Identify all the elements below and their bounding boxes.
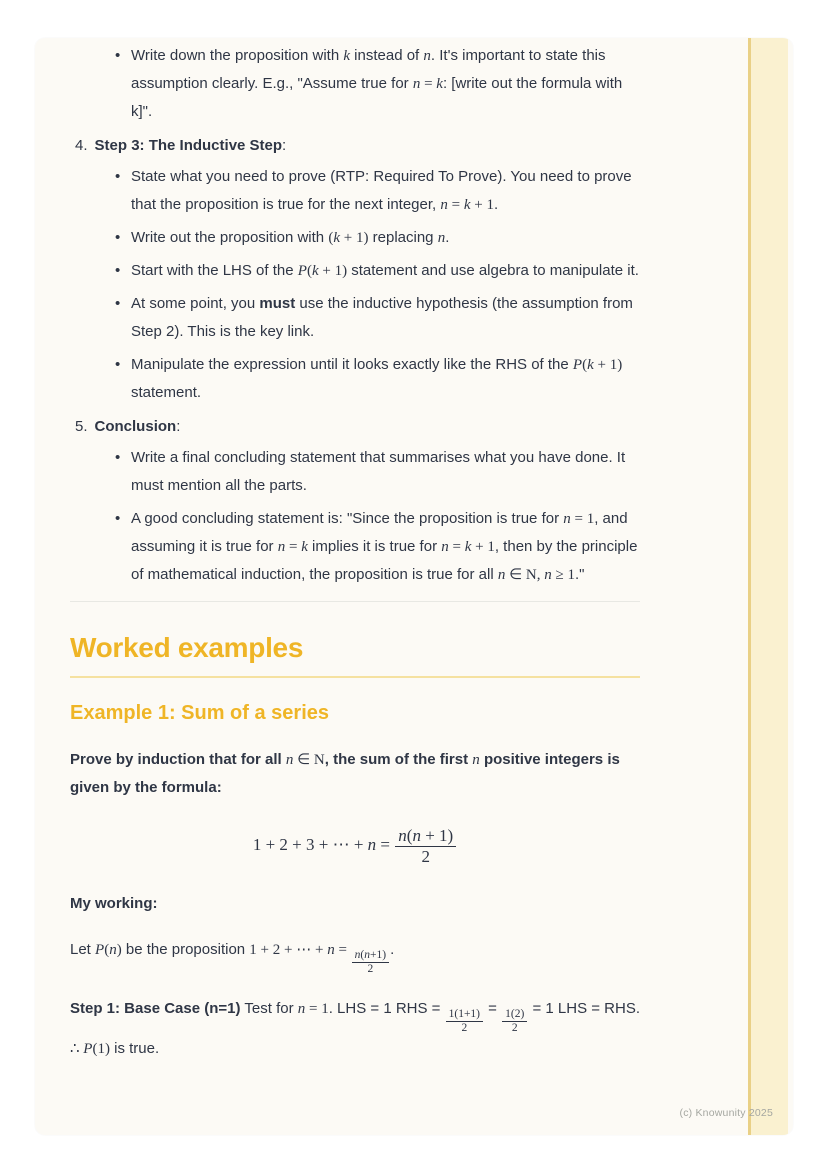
bullet-item: • State what you need to prove (RTP: Required To Prove). You need to prove that the proposition is true for the next integer, n = k + 1. <box>70 163 640 219</box>
item-number: 5. <box>75 418 88 435</box>
my-working-label: My working: <box>70 895 158 913</box>
numbered-item-inductive-step <box>70 132 640 407</box>
worked-examples-heading: Worked examples <box>70 632 640 678</box>
bullet-item: • Write out the proposition with (k + 1) replacing n. <box>70 224 640 252</box>
intro-bullet-list <box>70 42 640 126</box>
bullet-item: • At some point, you must use the inductive hypothesis (the assumption from Step 2). This is the key link. <box>70 290 640 346</box>
document-page <box>35 38 793 1135</box>
proposition-line: Let P(n) be the proposition 1 + 2 + ⋯ + n = $\frac{n(n+1)}{2}$ . <box>70 941 395 976</box>
copyright-footer: (c) Knowunity 2025 <box>679 1107 773 1119</box>
example-1-heading: Example 1: Sum of a series <box>70 702 330 724</box>
item-title: Step 3: The Inductive Step: <box>94 137 287 154</box>
bullet-item: • A good concluding statement is: "Since the proposition is true for n = 1, and assuming it is true for n = k implies it is true for n = k + 1, then by the principle of mathematical induction, the proposition is true for all n ∈ N, n ≥ 1." <box>70 505 640 589</box>
numbered-item-title <box>70 132 640 160</box>
conclusion-bullet-list <box>70 444 640 589</box>
inductive-step-bullet-list <box>70 163 640 407</box>
bullet-item: • Manipulate the expression until it looks exactly like the RHS of the P(k + 1) statement. <box>70 351 640 407</box>
bullet-item: • Write a final concluding statement that summarises what you have done. It must mention all the parts. <box>70 444 640 500</box>
item-number: 4. <box>75 137 88 154</box>
numbered-item-conclusion <box>70 413 640 589</box>
bullet-item: • Write down the proposition with k instead of n. It's important to state this assumption clearly. E.g., "Assume true for n = k: [write out the formula with k]". <box>70 42 640 126</box>
section-divider <box>70 601 640 602</box>
page-content <box>35 38 793 1063</box>
display-formula: 1 + 2 + 3 + ⋯ + n = $\frac{n(n + 1)}{2}$ <box>70 826 640 866</box>
bullet-item: • Start with the LHS of the P(k + 1) statement and use algebra to manipulate it. <box>70 257 640 285</box>
problem-statement: Prove by induction that for all n ∈ N, the sum of the first n positive integers is given by the formula: <box>70 751 620 796</box>
item-title: Conclusion: <box>94 418 181 435</box>
numbered-item-title <box>70 413 640 441</box>
step1-base-case-paragraph: Step 1: Base Case (n=1) Test for n = 1. LHS = 1 RHS = $\frac{1(1+1)}{2}$ = $\frac{1(2)}{2}$ = 1 LHS = RHS. ∴ P(1) is true. <box>70 999 641 1057</box>
